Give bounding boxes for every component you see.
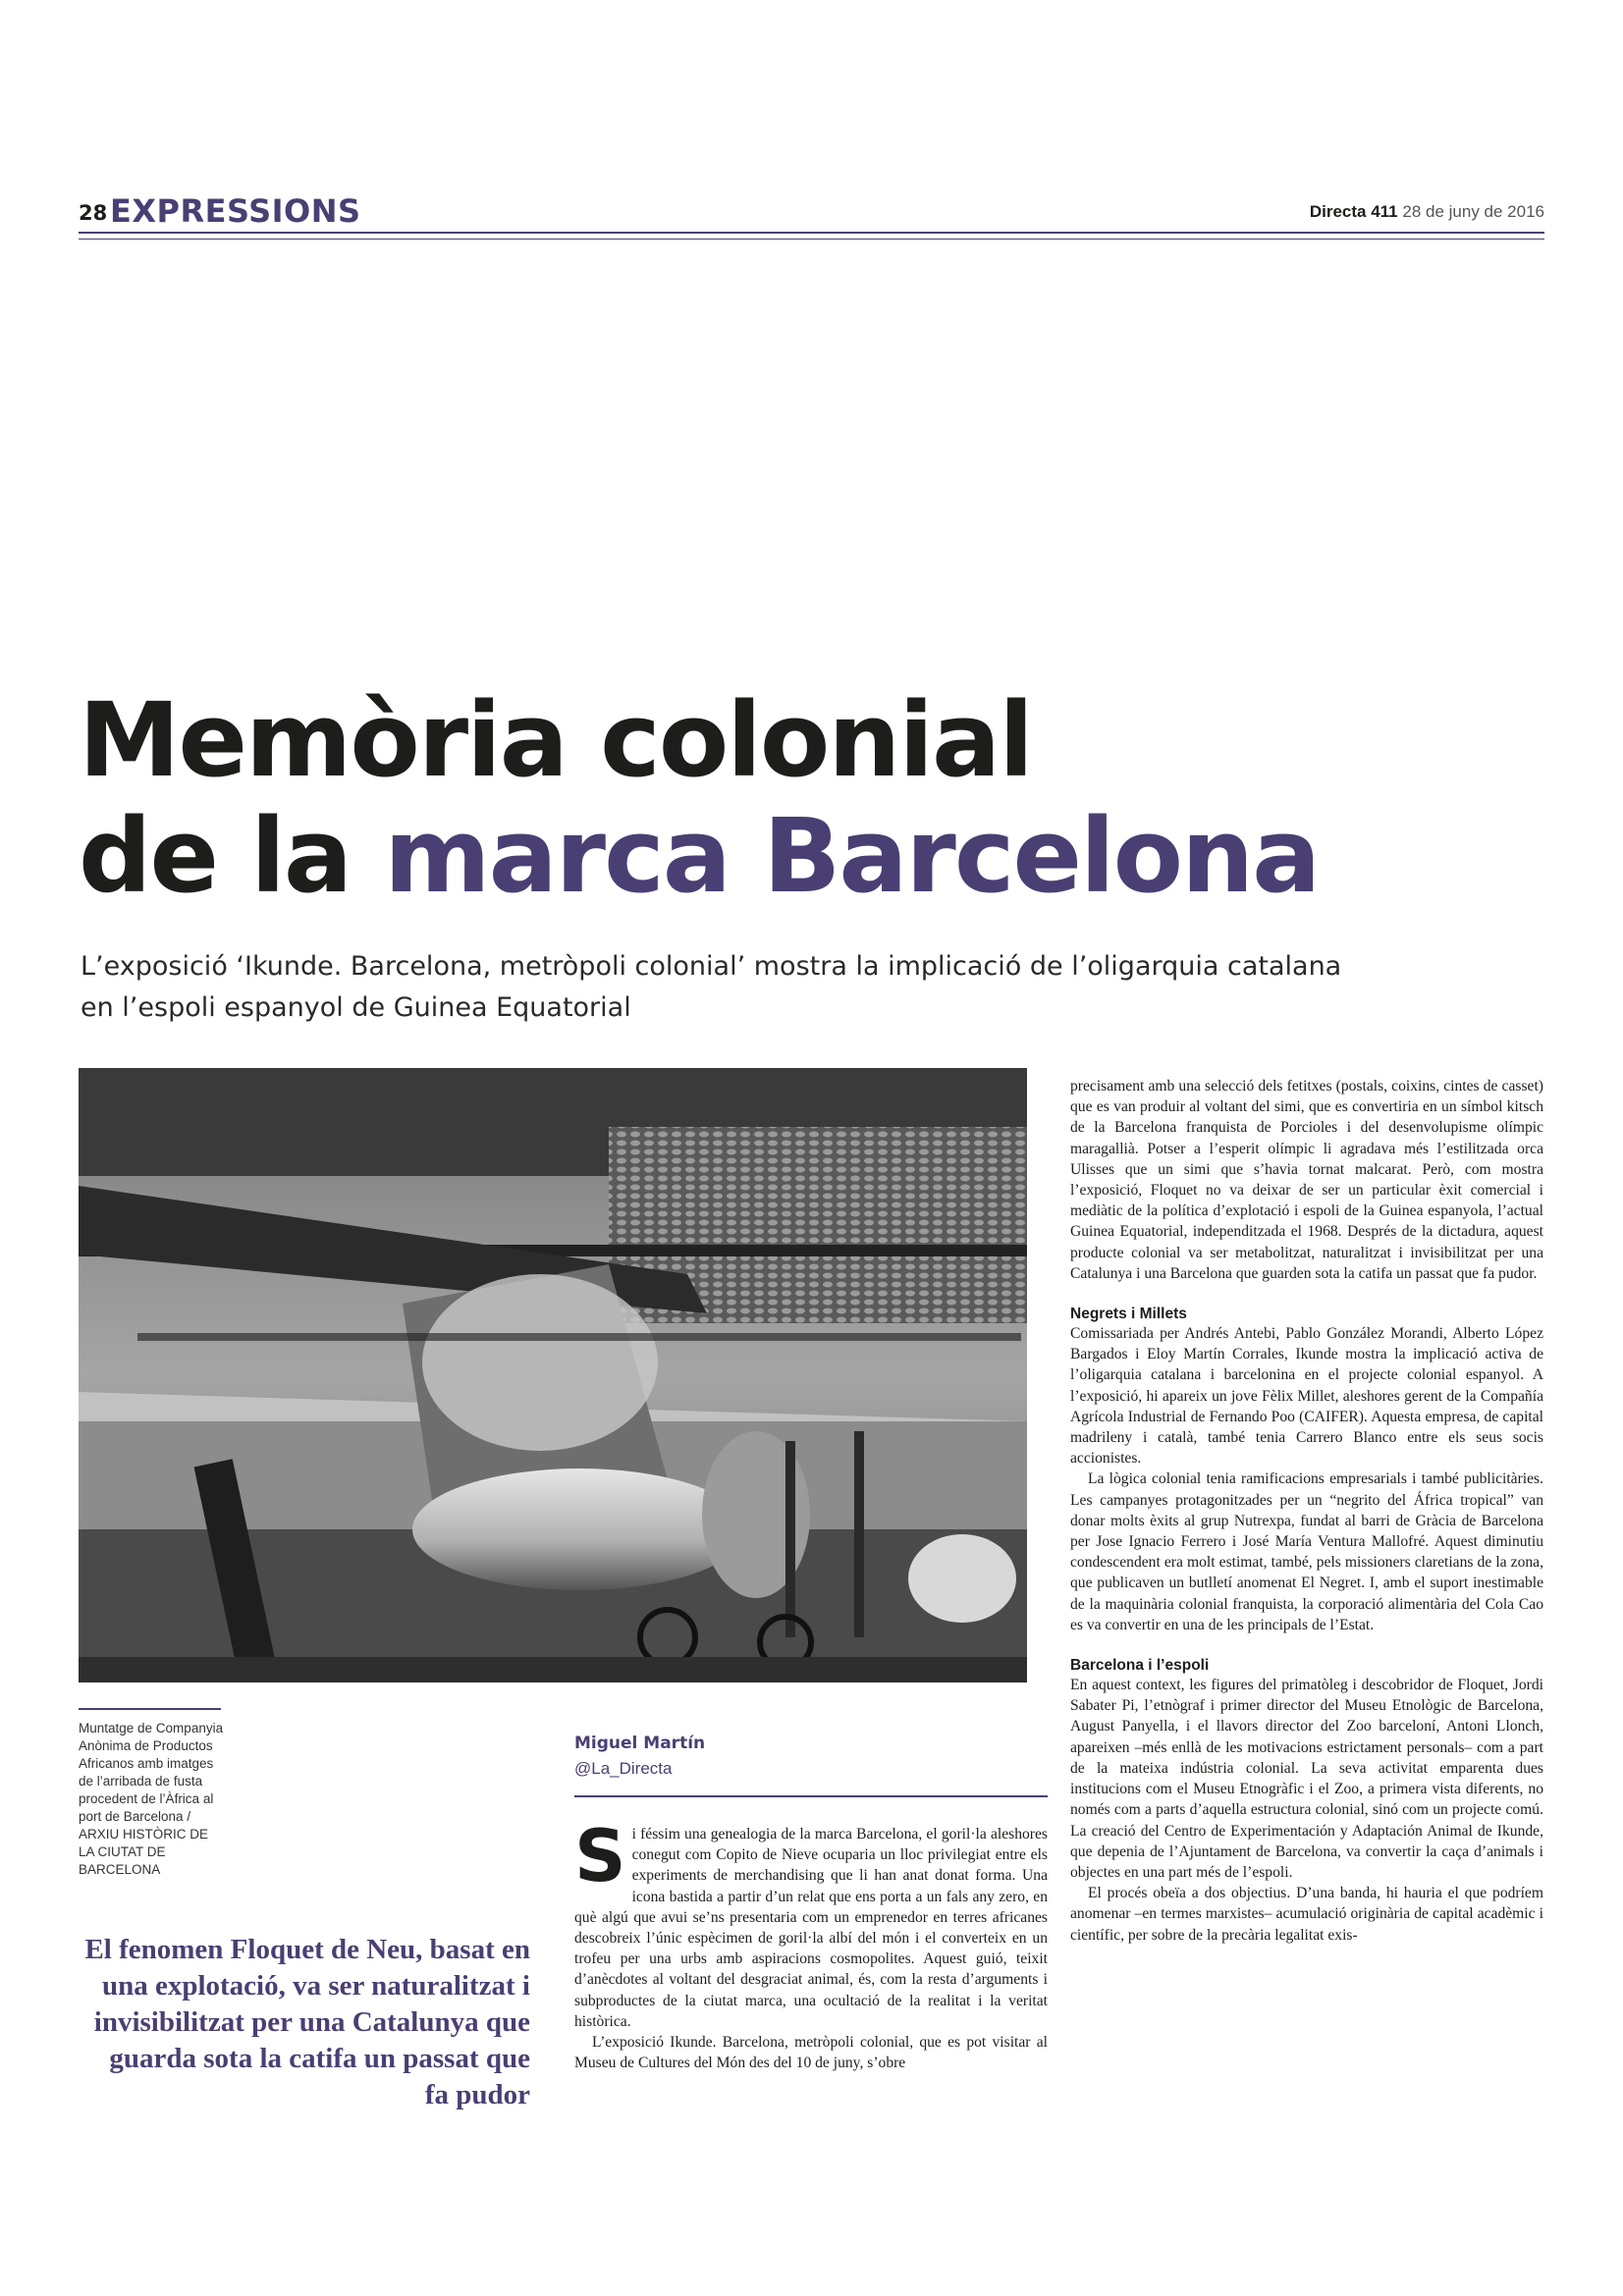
pull-quote: El fenomen Floquet de Neu, basat en una explotació, va ser naturalitzat i invisibilitzat per una Catalunya que guarda sota la catifa un passat que fa pudor	[84, 1934, 530, 2110]
caption-rule	[79, 1708, 221, 1710]
body-paragraph: El procés obeïa a dos objectius. D’una banda, hi hauria el que podríem anomenar –en termes marxistes– acumulació originària de capital acadèmic i científic, per sobre de la precària legalitat exis-	[1070, 1885, 1543, 1944]
body-column-right	[1070, 1076, 1543, 1946]
drop-cap: S	[574, 1815, 626, 1898]
body-paragraph: Si féssim una genealogia de la marca Barcelona, el goril·la aleshores conegut com Copito de Nieve ocuparia un lloc privilegiat entre els experiments de merchandising que li han anat donat forma. Una icona bastida a partir d’un relat que ens porta a un fals any zero, en què algú que avui se’ns presentaria com un emprenedor en terres africanes descobreix l’únic espècimen de goril·la albí del món i el converteix en un trofeu per una urbs amb aspiracions cosmopolites. Aquest guió, teixit d’anècdotes al voltant del desgraciat animal, és, com la resta d’arguments i subproductes de la ciutat marca, una ocultació de la realitat i la veritat històrica.	[574, 1815, 1048, 2030]
body-paragraph: precisament amb una selecció dels fetitxes (postals, coixins, cintes de casset) que es van produir al voltant del simi, que es convertiria en un símbol kitsch de la Barcelona franquista de Porcioles i del desenvolupisme olímpic maragallià. Potser a l’esperit olímpic li agradava més l’estilitzada orca Ulisses que un simi que s’havia tornat malcarat. Però, com mostra l’exposició, Floquet no va deixar de ser un particular èxit comercial i mediàtic de la política d’explotació i espoli de la Guinea espanyola, l’actual Guinea Equatorial, independitzada el 1968. Després de la dictadura, aquest producte colonial va ser metabolitzat, naturalitzat i invisibilitzat per una Catalunya i una Barcelona que guarden sota la catifa un passat que fa pudor.	[1070, 1078, 1543, 1282]
subhead: Negrets i Millets	[1070, 1306, 1187, 1323]
headline-line2-plain: de la	[79, 796, 352, 916]
headline-line1: Memòria colonial	[79, 680, 1032, 800]
header-rule	[79, 232, 1544, 234]
byline-rule	[574, 1795, 1048, 1797]
author-handle[interactable]: @La_Directa	[574, 1759, 673, 1778]
subhead: Barcelona i l’espoli	[1070, 1657, 1210, 1675]
standfirst: L’exposició ‘Ikunde. Barcelona, metròpoli colonial’ mostra la implicació de l’oligarquia catalana en l’espoli espanyol de Guinea Equatorial	[81, 951, 1342, 1023]
issue-date: 28 de juny de 2016	[1402, 202, 1544, 221]
body-column-middle	[574, 1815, 1048, 2073]
article-photo	[79, 1068, 1027, 1682]
body-paragraph: L’exposició Ikunde. Barcelona, metròpoli colonial, que es pot visitar al Museu de Cultures del Món des del 10 de juny, s’obre	[574, 2034, 1048, 2072]
headline	[79, 682, 1502, 914]
body-paragraph: Comissariada per Andrés Antebi, Pablo González Morandi, Alberto López Bargados i Eloy Martín Corrales, Ikunde mostra la implicació activa de l’oligarquia catalana i barcelonina en el projecte colonial espanyol. A l’exposició, hi apareix un jove Fèlix Millet, aleshores gerent de la Compañía Agrícola Industrial de Fernando Poo (CAIFER). Aquesta empresa, de capital madrileny i català, també tenia Carrero Blanco entre els seus socis accionistes.	[1070, 1325, 1543, 1468]
header-rule-thin	[79, 239, 1544, 240]
photo-caption: Muntatge de Companyia Anònima de Productos Africanos amb imatges de l’arribada de fusta procedent de l’Àfrica al port de Barcelona / ARXIU HISTÒRIC DE LA CIUTAT DE BARCELONA	[79, 1721, 224, 1877]
page-number: 28	[79, 201, 108, 225]
body-paragraph: La lògica colonial tenia ramificacions empresarials i també publicitàries. Les campanyes protagonitzades per un “negrito del África tropical” van donar molts èxits al grup Nutrexpa, fundat al barri de Gràcia de Barcelona per Jose Ignacio Ferrero i José María Ventura Mallofré. Aquest diminutiu condescendent era molt estimat, també, pels missioners claretians de la zona, que publicaven un butlletí anomenat El Negret. I, amb el suport inestimable de la maquinària colonial franquista, la corporació alimentària del Cola Cao es va convertir en una de les principals de l’Estat.	[1070, 1470, 1543, 1633]
author-name: Miguel Martín	[574, 1734, 706, 1753]
section-title: EXPRESSIONS	[110, 192, 361, 230]
publication-name: Directa 411	[1309, 202, 1398, 221]
headline-line2-accent: marca Barcelona	[384, 796, 1320, 916]
issue-info	[1310, 202, 1544, 222]
body-paragraph: En aquest context, les figures del primatòleg i descobridor de Floquet, Jordi Sabater Pi, l’etnògraf i primer director del Museu Etnològic de Barcelona, August Panyella, i el llavors director del Zoo barceloní, Antoni Llonch, apareixen –més enllà de les motivacions estrictament personals– com a part de la mateixa indústria colonial. La seva activitat emparenta dues institucions com el Museu Etnogràfic i el Zoo, a primera vista diferents, no només com a parts d’aquella estructura colonial, sinó com un projecte comú. La creació del Centro de Experimentación y Adaptación Animal de Ikunde, que depenia de l’Ajuntament de Barcelona, va convertir la caça d’animals i objectes en una part més de l’espoli.	[1070, 1677, 1543, 1881]
